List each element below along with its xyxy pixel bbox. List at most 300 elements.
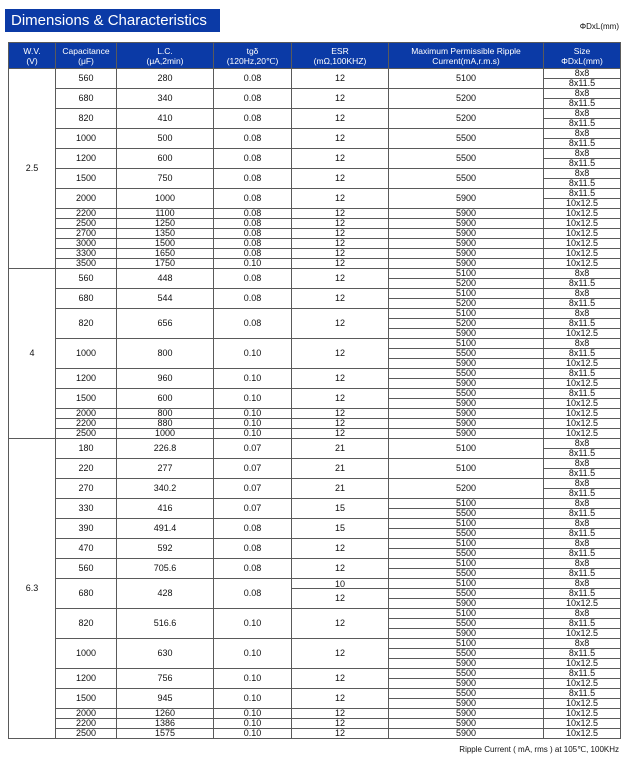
size-cell: 8x11.5	[544, 139, 621, 149]
ripple-cell: 5500	[389, 569, 544, 579]
size-cell: 10x12.5	[544, 729, 621, 739]
size-cell: 8x8	[544, 69, 621, 79]
ripple-cell: 5100	[389, 499, 544, 509]
tg-cell: 0.10	[214, 409, 292, 419]
size-cell: 8x8	[544, 579, 621, 589]
size-cell: 8x8	[544, 89, 621, 99]
tg-cell: 0.10	[214, 729, 292, 739]
lc-cell: 277	[117, 459, 214, 479]
tg-cell: 0.08	[214, 559, 292, 579]
lc-cell: 1386	[117, 719, 214, 729]
lc-cell: 1500	[117, 239, 214, 249]
capacitance-cell: 820	[56, 109, 117, 129]
tg-cell: 0.08	[214, 209, 292, 219]
size-cell: 8x8	[544, 169, 621, 179]
table-row	[9, 729, 621, 739]
tg-cell: 0.07	[214, 499, 292, 519]
header-tg-line: (120Hz,20℃)	[226, 55, 279, 66]
lc-cell: 1100	[117, 209, 214, 219]
capacitance-cell: 2500	[56, 729, 117, 739]
esr-cell: 21	[292, 439, 389, 459]
characteristics-table	[8, 42, 621, 739]
table-row	[9, 89, 621, 99]
ripple-cell: 5900	[389, 729, 544, 739]
ripple-cell: 5100	[389, 289, 544, 299]
tg-cell: 0.08	[214, 219, 292, 229]
size-cell: 10x12.5	[544, 329, 621, 339]
ripple-cell: 5200	[389, 279, 544, 289]
tg-cell: 0.08	[214, 149, 292, 169]
ripple-cell: 5900	[389, 719, 544, 729]
ripple-cell: 5900	[389, 219, 544, 229]
capacitance-cell: 220	[56, 459, 117, 479]
size-cell: 8x11.5	[544, 509, 621, 519]
capacitance-cell: 3300	[56, 249, 117, 259]
lc-cell: 1260	[117, 709, 214, 719]
size-cell: 8x11.5	[544, 299, 621, 309]
lc-cell: 416	[117, 499, 214, 519]
capacitance-cell: 1200	[56, 369, 117, 389]
esr-cell: 12	[292, 339, 389, 369]
size-cell: 8x8	[544, 339, 621, 349]
size-cell: 10x12.5	[544, 219, 621, 229]
size-cell: 8x11.5	[544, 159, 621, 169]
lc-cell: 280	[117, 69, 214, 89]
ripple-cell: 5100	[389, 519, 544, 529]
size-cell: 8x8	[544, 639, 621, 649]
lc-cell: 491.4	[117, 519, 214, 539]
lc-cell: 1000	[117, 429, 214, 439]
table-row	[9, 339, 621, 349]
capacitance-cell: 1200	[56, 149, 117, 169]
table-row	[9, 109, 621, 119]
esr-cell: 12	[292, 429, 389, 439]
tg-cell: 0.07	[214, 439, 292, 459]
tg-cell: 0.08	[214, 229, 292, 239]
ripple-cell: 5100	[389, 639, 544, 649]
header-ripple	[389, 43, 544, 69]
capacitance-cell: 2000	[56, 189, 117, 209]
tg-cell: 0.08	[214, 579, 292, 609]
ripple-cell: 5200	[389, 109, 544, 129]
esr-cell: 12	[292, 169, 389, 189]
ripple-cell: 5200	[389, 479, 544, 499]
ripple-cell: 5500	[389, 549, 544, 559]
tg-cell: 0.08	[214, 169, 292, 189]
esr-cell: 12	[292, 639, 389, 669]
lc-cell: 340	[117, 89, 214, 109]
table-row	[9, 539, 621, 549]
capacitance-cell: 270	[56, 479, 117, 499]
tg-cell: 0.10	[214, 709, 292, 719]
ripple-cell: 5100	[389, 559, 544, 569]
size-cell: 8x8	[544, 269, 621, 279]
ripple-cell: 5900	[389, 429, 544, 439]
esr-cell: 21	[292, 459, 389, 479]
size-cell: 8x11.5	[544, 549, 621, 559]
tg-cell: 0.08	[214, 69, 292, 89]
header-wv-line: W.V.	[23, 45, 41, 56]
esr-cell: 12	[292, 89, 389, 109]
header-ripple-line: Maximum Permissible Ripple	[411, 45, 521, 56]
ripple-cell: 5500	[389, 509, 544, 519]
size-cell: 10x12.5	[544, 209, 621, 219]
esr-cell: 12	[292, 719, 389, 729]
capacitance-cell: 560	[56, 269, 117, 289]
tg-cell: 0.10	[214, 639, 292, 669]
capacitance-cell: 560	[56, 559, 117, 579]
ripple-cell: 5200	[389, 89, 544, 109]
ripple-cell: 5900	[389, 419, 544, 429]
ripple-cell: 5100	[389, 309, 544, 319]
size-cell: 10x12.5	[544, 259, 621, 269]
ripple-cell: 5100	[389, 69, 544, 89]
table-row	[9, 239, 621, 249]
size-cell: 10x12.5	[544, 429, 621, 439]
table-row	[9, 129, 621, 139]
esr-cell: 12	[292, 229, 389, 239]
size-cell: 8x8	[544, 479, 621, 489]
size-cell: 8x11.5	[544, 649, 621, 659]
tg-cell: 0.10	[214, 609, 292, 639]
size-cell: 8x11.5	[544, 189, 621, 199]
header-ripple-line: Current(mA,r.m.s)	[432, 55, 500, 66]
capacitance-cell: 680	[56, 89, 117, 109]
size-cell: 8x8	[544, 439, 621, 449]
table-row	[9, 389, 621, 399]
size-cell: 8x8	[544, 559, 621, 569]
capacitance-cell: 1500	[56, 169, 117, 189]
size-cell: 10x12.5	[544, 709, 621, 719]
ripple-cell: 5100	[389, 269, 544, 279]
table-header-row	[9, 43, 621, 69]
ripple-cell: 5100	[389, 339, 544, 349]
table-body	[9, 69, 621, 739]
size-cell: 8x11.5	[544, 689, 621, 699]
size-cell: 8x8	[544, 499, 621, 509]
ripple-cell: 5900	[389, 259, 544, 269]
ripple-cell: 5900	[389, 239, 544, 249]
esr-cell: 12	[292, 69, 389, 89]
lc-cell: 750	[117, 169, 214, 189]
size-cell: 8x11.5	[544, 319, 621, 329]
lc-cell: 600	[117, 389, 214, 409]
ripple-cell: 5100	[389, 609, 544, 619]
tg-cell: 0.10	[214, 669, 292, 689]
header-size	[544, 43, 621, 69]
capacitance-cell: 2500	[56, 429, 117, 439]
esr-cell: 12	[292, 129, 389, 149]
capacitance-cell: 1000	[56, 129, 117, 149]
capacitance-cell: 2200	[56, 209, 117, 219]
lc-cell: 656	[117, 309, 214, 339]
lc-cell: 630	[117, 639, 214, 669]
esr-cell: 12	[292, 609, 389, 639]
capacitance-cell: 3000	[56, 239, 117, 249]
ripple-cell: 5200	[389, 299, 544, 309]
esr-cell: 12	[292, 259, 389, 269]
size-cell: 8x11.5	[544, 529, 621, 539]
size-cell: 8x8	[544, 109, 621, 119]
ripple-cell: 5500	[389, 169, 544, 189]
esr-cell: 12	[292, 209, 389, 219]
table-row	[9, 439, 621, 449]
lc-cell: 705.6	[117, 559, 214, 579]
table-row	[9, 69, 621, 79]
esr-cell: 12	[292, 369, 389, 389]
lc-cell: 960	[117, 369, 214, 389]
tg-cell: 0.10	[214, 259, 292, 269]
table-row	[9, 369, 621, 379]
size-cell: 10x12.5	[544, 359, 621, 369]
capacitance-cell: 1200	[56, 669, 117, 689]
header-esr-line: (mΩ,100KHZ)	[313, 55, 367, 66]
table-row	[9, 249, 621, 259]
ripple-cell: 5900	[389, 209, 544, 219]
size-cell: 8x8	[544, 309, 621, 319]
capacitance-cell: 2000	[56, 409, 117, 419]
header-capacitance	[56, 43, 117, 69]
esr-cell: 12	[292, 149, 389, 169]
size-cell: 8x11.5	[544, 489, 621, 499]
tg-cell: 0.10	[214, 389, 292, 409]
wv-cell: 2.5	[9, 69, 56, 269]
header-esr-line: ESR	[331, 45, 349, 56]
capacitance-cell: 2200	[56, 719, 117, 729]
size-cell: 8x11.5	[544, 669, 621, 679]
tg-cell: 0.08	[214, 129, 292, 149]
lc-cell: 516.6	[117, 609, 214, 639]
size-cell: 8x8	[544, 129, 621, 139]
tg-cell: 0.08	[214, 519, 292, 539]
header-wv-line: (V)	[26, 55, 38, 66]
wv-cell: 4	[9, 269, 56, 439]
ripple-cell: 5100	[389, 459, 544, 479]
lc-cell: 544	[117, 289, 214, 309]
ripple-cell: 5900	[389, 379, 544, 389]
size-cell: 10x12.5	[544, 699, 621, 709]
table-row	[9, 519, 621, 529]
esr-cell	[292, 579, 389, 609]
size-cell: 8x8	[544, 289, 621, 299]
capacitance-cell: 2500	[56, 219, 117, 229]
table-row	[9, 259, 621, 269]
esr-cell: 12	[292, 539, 389, 559]
esr-cell: 12	[292, 239, 389, 249]
table-row	[9, 639, 621, 649]
size-cell: 10x12.5	[544, 199, 621, 209]
header-capacitance-line: Capacitance	[62, 45, 110, 56]
esr-cell: 12	[292, 309, 389, 339]
ripple-cell: 5900	[389, 409, 544, 419]
capacitance-cell: 390	[56, 519, 117, 539]
ripple-cell: 5500	[389, 649, 544, 659]
ripple-cell: 5500	[389, 369, 544, 379]
size-cell: 8x11.5	[544, 279, 621, 289]
esr-cell: 12	[292, 269, 389, 289]
table-row	[9, 559, 621, 569]
tg-cell: 0.07	[214, 459, 292, 479]
tg-cell: 0.10	[214, 429, 292, 439]
ripple-cell: 5100	[389, 579, 544, 589]
esr-cell: 12	[292, 289, 389, 309]
table-row	[9, 169, 621, 179]
ripple-cell: 5500	[389, 389, 544, 399]
lc-cell: 1350	[117, 229, 214, 239]
table-row	[9, 609, 621, 619]
table-row	[9, 429, 621, 439]
lc-cell: 592	[117, 539, 214, 559]
capacitance-cell: 680	[56, 289, 117, 309]
size-cell: 8x11.5	[544, 179, 621, 189]
tg-cell: 0.08	[214, 539, 292, 559]
header-tg-line: tgδ	[246, 45, 259, 56]
size-cell: 8x11.5	[544, 79, 621, 89]
capacitance-cell: 2200	[56, 419, 117, 429]
capacitance-cell: 2700	[56, 229, 117, 239]
ripple-cell: 5900	[389, 709, 544, 719]
ripple-cell: 5900	[389, 679, 544, 689]
size-cell: 10x12.5	[544, 719, 621, 729]
tg-cell: 0.10	[214, 689, 292, 709]
table-row	[9, 219, 621, 229]
capacitance-cell: 1000	[56, 639, 117, 669]
header-size-line: Size	[573, 45, 591, 56]
table-row	[9, 419, 621, 429]
table-row	[9, 709, 621, 719]
ripple-cell: 5500	[389, 149, 544, 169]
lc-cell: 226.8	[117, 439, 214, 459]
size-cell: 8x8	[544, 519, 621, 529]
esr-cell: 12	[292, 249, 389, 259]
table-row	[9, 459, 621, 469]
capacitance-cell: 2000	[56, 709, 117, 719]
size-cell: 8x8	[544, 539, 621, 549]
tg-cell: 0.10	[214, 719, 292, 729]
table-row	[9, 289, 621, 299]
esr-cell: 12	[292, 409, 389, 419]
ripple-cell: 5500	[389, 619, 544, 629]
size-cell: 8x11.5	[544, 99, 621, 109]
ripple-cell: 5900	[389, 359, 544, 369]
size-cell: 10x12.5	[544, 249, 621, 259]
lc-cell: 800	[117, 339, 214, 369]
lc-cell: 500	[117, 129, 214, 149]
ripple-cell: 5900	[389, 599, 544, 609]
ripple-cell: 5500	[389, 129, 544, 149]
table-row	[9, 579, 621, 589]
lc-cell: 880	[117, 419, 214, 429]
header-lc	[117, 43, 214, 69]
tg-cell: 0.10	[214, 369, 292, 389]
table-row	[9, 689, 621, 699]
capacitance-cell: 1500	[56, 389, 117, 409]
header-esr	[292, 43, 389, 69]
ripple-cell: 5100	[389, 439, 544, 459]
lc-cell: 756	[117, 669, 214, 689]
section-title: Dimensions & Characteristics	[5, 9, 220, 32]
tg-cell: 0.08	[214, 289, 292, 309]
header-tg	[214, 43, 292, 69]
esr-cell: 21	[292, 479, 389, 499]
ripple-cell: 5500	[389, 689, 544, 699]
esr-cell: 12	[292, 109, 389, 129]
esr-cell: 12	[292, 419, 389, 429]
esr-cell: 12	[292, 709, 389, 719]
tg-cell: 0.10	[214, 419, 292, 429]
size-cell: 8x11.5	[544, 589, 621, 599]
lc-cell: 428	[117, 579, 214, 609]
ripple-cell: 5500	[389, 349, 544, 359]
size-cell: 10x12.5	[544, 659, 621, 669]
tg-cell: 0.08	[214, 189, 292, 209]
header-lc-line: (μA,2min)	[146, 55, 184, 66]
size-cell: 10x12.5	[544, 239, 621, 249]
ripple-cell: 5500	[389, 529, 544, 539]
ripple-cell: 5900	[389, 329, 544, 339]
table-row	[9, 309, 621, 319]
table-row	[9, 479, 621, 489]
lc-cell: 1750	[117, 259, 214, 269]
size-cell: 10x12.5	[544, 679, 621, 689]
unit-note: ΦDxL(mm)	[579, 22, 619, 31]
ripple-cell: 5500	[389, 589, 544, 599]
size-cell: 8x11.5	[544, 569, 621, 579]
footer-note: Ripple Current ( mA, rms ) at 105℃, 100KHz	[459, 745, 619, 754]
lc-cell: 410	[117, 109, 214, 129]
table-row	[9, 669, 621, 679]
tg-cell: 0.08	[214, 249, 292, 259]
esr-cell: 15	[292, 519, 389, 539]
ripple-cell: 5900	[389, 699, 544, 709]
capacitance-cell: 820	[56, 309, 117, 339]
table-row	[9, 499, 621, 509]
esr-cell: 12	[292, 729, 389, 739]
table-row	[9, 149, 621, 159]
size-cell: 8x8	[544, 149, 621, 159]
ripple-cell: 5900	[389, 629, 544, 639]
size-cell: 10x12.5	[544, 399, 621, 409]
lc-cell: 340.2	[117, 479, 214, 499]
esr-cell: 12	[292, 559, 389, 579]
lc-cell: 448	[117, 269, 214, 289]
capacitance-cell: 680	[56, 579, 117, 609]
ripple-cell: 5500	[389, 669, 544, 679]
esr-cell: 12	[292, 189, 389, 209]
header-wv	[9, 43, 56, 69]
lc-cell: 1000	[117, 189, 214, 209]
ripple-cell: 5900	[389, 659, 544, 669]
size-cell: 10x12.5	[544, 629, 621, 639]
size-cell: 10x12.5	[544, 409, 621, 419]
capacitance-cell: 820	[56, 609, 117, 639]
table-row	[9, 189, 621, 199]
lc-cell: 800	[117, 409, 214, 419]
capacitance-cell: 330	[56, 499, 117, 519]
lc-cell: 1575	[117, 729, 214, 739]
ripple-cell: 5200	[389, 319, 544, 329]
capacitance-cell: 560	[56, 69, 117, 89]
tg-cell: 0.10	[214, 339, 292, 369]
capacitance-cell: 1000	[56, 339, 117, 369]
size-cell: 10x12.5	[544, 229, 621, 239]
capacitance-cell: 470	[56, 539, 117, 559]
size-cell: 8x11.5	[544, 369, 621, 379]
capacitance-cell: 180	[56, 439, 117, 459]
ripple-cell: 5900	[389, 249, 544, 259]
table-row	[9, 269, 621, 279]
tg-cell: 0.08	[214, 239, 292, 249]
